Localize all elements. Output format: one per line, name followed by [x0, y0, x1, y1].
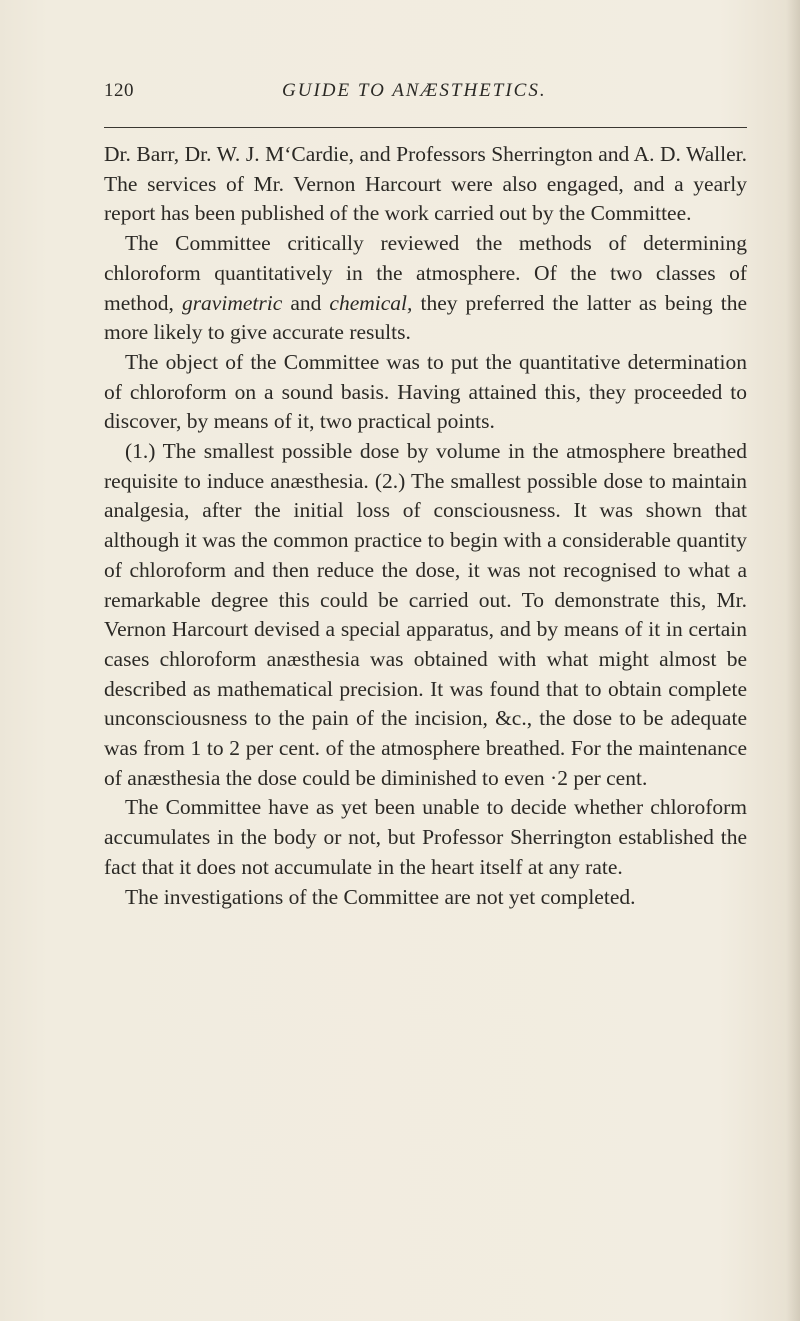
paragraph-2-before: The Committee critically reviewed the methods of determining chloroform quantitatively in the atmosphere. Of the two classes of method,: [104, 231, 747, 315]
paragraph-2-between: and: [282, 290, 330, 315]
page-edge-shadow: [786, 0, 800, 1321]
paragraph-3: The object of the Committee was to put the quantitative determination of chloroform on a sound basis. Having attained this, they proceeded to discover, by means of it, two practical points.: [104, 349, 747, 434]
paragraph-5: The Committee have as yet been unable to decide whether chloroform accumulates in the body or not, but Professor Sherrington established the fact that it does not accumulate in the heart itself at any rate.: [104, 795, 747, 879]
paragraph-1: Dr. Barr, Dr. W. J. M‘Cardie, and Professors Sherrington and A. D. Waller. The services of Mr. Vernon Harcourt were also engaged, and a yearly report has been published of the work carried out by the Committee.: [104, 142, 747, 226]
header-rule: [104, 127, 747, 128]
paragraph-4: (1.) The smallest possible dose by volume in the atmosphere breathed requisite to induce anæsthesia. (2.) The smallest possible dose to maintain analgesia, after the initial loss of consciousness. It was shown that although it was the common practice to begin with a considerable quantity of chloroform and then reduce the dose, it was not recognised to what a remarkable degree this could be carried out. To demonstrate this, Mr. Vernon Harcourt devised a special apparatus, and by means of it in certain cases chloroform anæsthesia was obtained with what might almost be described as mathematical precision. It was found that to obtain complete unconsciousness to the pain of the incision, &c., the dose to be adequate was from 1 to 2 per cent. of the atmosphere breathed. For the maintenance of anæsthesia the dose could be diminished to even ·2 per cent.: [104, 439, 747, 790]
paragraph-6: The investigations of the Committee are not yet completed.: [125, 884, 636, 909]
page-number: 120: [104, 80, 134, 101]
paragraph-2-after: they preferred the latter as being the more likely to give accurate results.: [104, 290, 747, 345]
paragraph-2: [104, 229, 747, 348]
page-header: [104, 80, 744, 110]
term-chemical: chemical,: [329, 290, 413, 315]
body-text: [104, 140, 747, 912]
term-gravimetric: gravimetric: [181, 290, 283, 315]
running-head: GUIDE TO ANÆSTHETICS.: [282, 80, 547, 101]
